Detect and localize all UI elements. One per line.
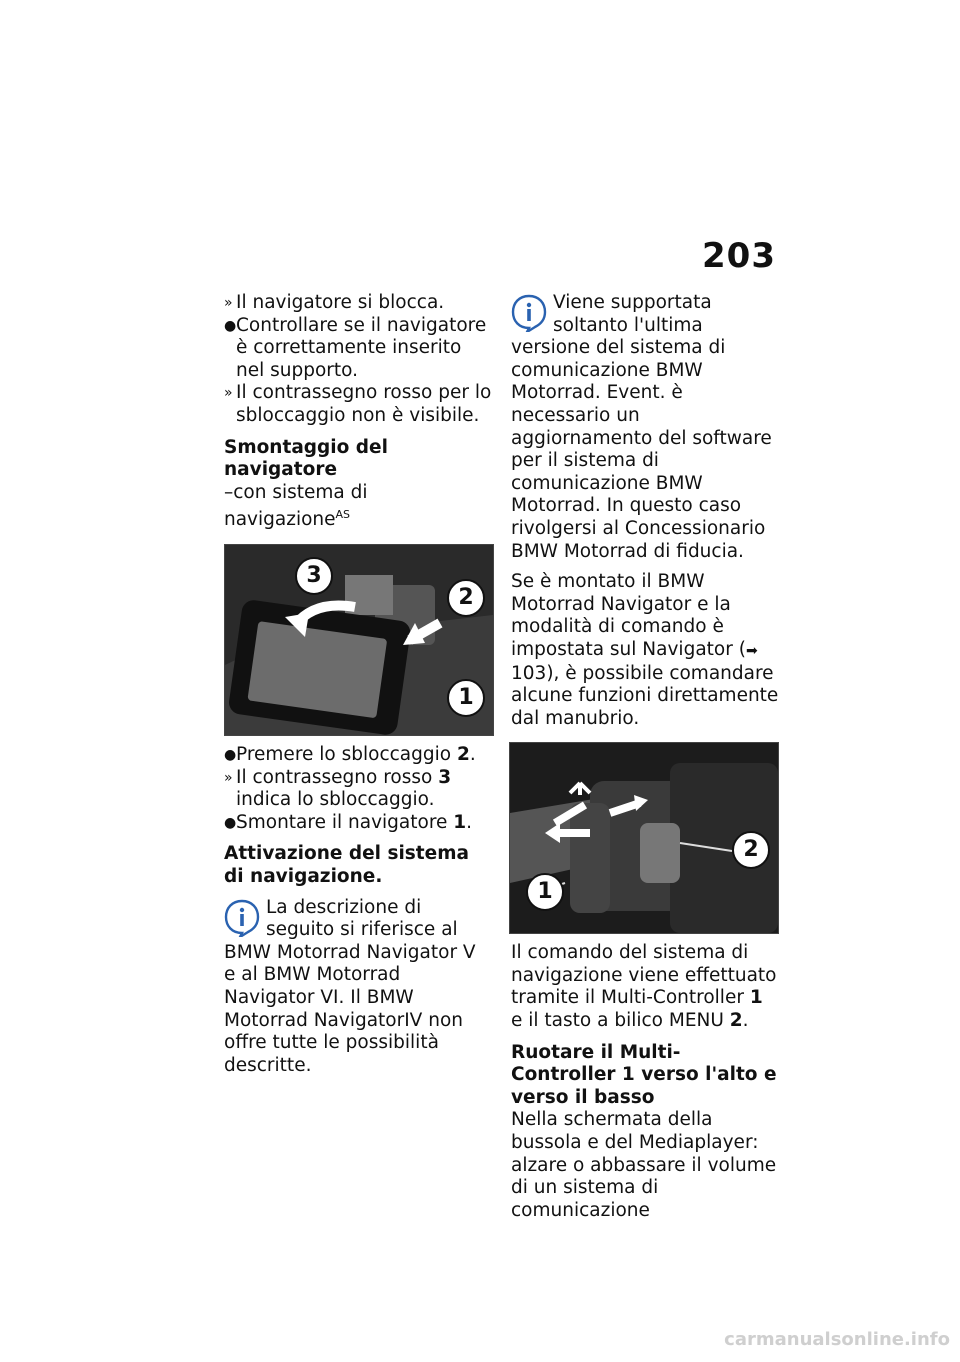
- list-item: [224, 744, 492, 767]
- navigator-removal-figure: [224, 544, 494, 736]
- section-heading: Smontaggio del navigatore: [224, 436, 388, 481]
- list-item: [224, 382, 492, 427]
- paragraph: [511, 571, 779, 730]
- paragraph: Nella schermata della bussola e del Mediaplayer: alzare o abbassare il volume di un sistema di comunicazione: [511, 1109, 777, 1221]
- result-mark: »: [224, 769, 233, 786]
- list-item: [224, 767, 492, 812]
- paragraph-text: ), è possibile comandare alcune funzioni direttamente dal manubrio.: [511, 662, 779, 729]
- info-icon: [511, 294, 547, 332]
- list-item-text: Il contrassegno rosso per lo sbloccaggio non è visibile.: [236, 382, 492, 426]
- callout-2: 2: [447, 579, 485, 617]
- multi-controller-figure: [509, 742, 779, 934]
- watermark: carmanualsonline.info: [724, 1329, 950, 1350]
- reference-number: 1: [749, 987, 763, 1009]
- option-code: AS: [335, 508, 351, 522]
- info-note: [511, 292, 779, 563]
- paragraph-text: Se è montato il BMW Motorrad Navigator e la modalità di comando è impostata sul Navigator (: [511, 571, 746, 660]
- paragraph-text: Il comando del sistema di navigazione viene effettuato tramite il Multi-Controller: [511, 942, 777, 1009]
- right-column: [511, 292, 779, 1222]
- reference-number: 1: [453, 811, 467, 833]
- list-item-text: Smontare il navigatore: [236, 811, 454, 833]
- result-mark: »: [224, 385, 233, 402]
- reference-number: 2: [729, 1010, 743, 1032]
- info-icon: [224, 899, 260, 937]
- left-column: [224, 292, 492, 1077]
- list-item-text: Controllare se il navigatore è correttamente inserito nel supporto.: [236, 314, 487, 381]
- list-item-text: Premere lo sbloccaggio: [236, 744, 457, 766]
- arrow-right-icon: ➡: [745, 642, 758, 659]
- section-heading: Ruotare il Multi-Controller 1 verso l'alto e verso il basso: [511, 1041, 777, 1108]
- list-item-text: .: [469, 744, 476, 766]
- subheading-text: –con sistema di navigazione: [224, 481, 368, 531]
- list-item: [224, 292, 492, 315]
- list-item: [224, 315, 492, 383]
- callout-2: 2: [732, 831, 770, 869]
- bullet-mark: ●: [224, 317, 237, 334]
- reference-number: 3: [438, 766, 452, 788]
- callout-1: 1: [526, 873, 564, 911]
- result-mark: »: [224, 295, 233, 311]
- page-number: 203: [702, 236, 776, 276]
- list-item-text: Il navigatore si blocca.: [236, 292, 445, 313]
- note-text: Viene supportata soltanto l'ultima versione del sistema di comunicazione BMW Motorrad. Event. è necessario un aggiornamento del software per il sistema di comunicazione BMW Motorrad. In questo caso rivolgersi al Concessionario BMW Motorrad di fiducia.: [511, 292, 772, 562]
- list-item-text: .: [466, 811, 473, 833]
- callout-3: 3: [295, 557, 333, 595]
- list-item-text: indica lo sbloccaggio.: [236, 789, 435, 811]
- bullet-mark: ●: [224, 747, 237, 764]
- section-subheading: [224, 482, 492, 532]
- bullet-mark: ●: [224, 814, 237, 831]
- callout-1: 1: [447, 679, 485, 717]
- paragraph-text: e il tasto a bilico MENU: [511, 1010, 730, 1032]
- list-item-text: Il contrassegno rosso: [236, 766, 439, 788]
- page-reference: 103: [511, 662, 547, 684]
- section-heading: Attivazione del sistema di navigazione.: [224, 843, 469, 888]
- note-text: La descrizione di seguito si riferisce al BMW Motorrad Navigator V e al BMW Motorrad Navigator VI. Il BMW Motorrad NavigatorIV non offre tutte le possibilità descritte.: [224, 896, 476, 1076]
- info-note: [224, 897, 492, 1078]
- paragraph-text: .: [742, 1010, 749, 1032]
- paragraph: [511, 942, 779, 1032]
- reference-number: 2: [456, 744, 470, 766]
- list-item: [224, 812, 492, 835]
